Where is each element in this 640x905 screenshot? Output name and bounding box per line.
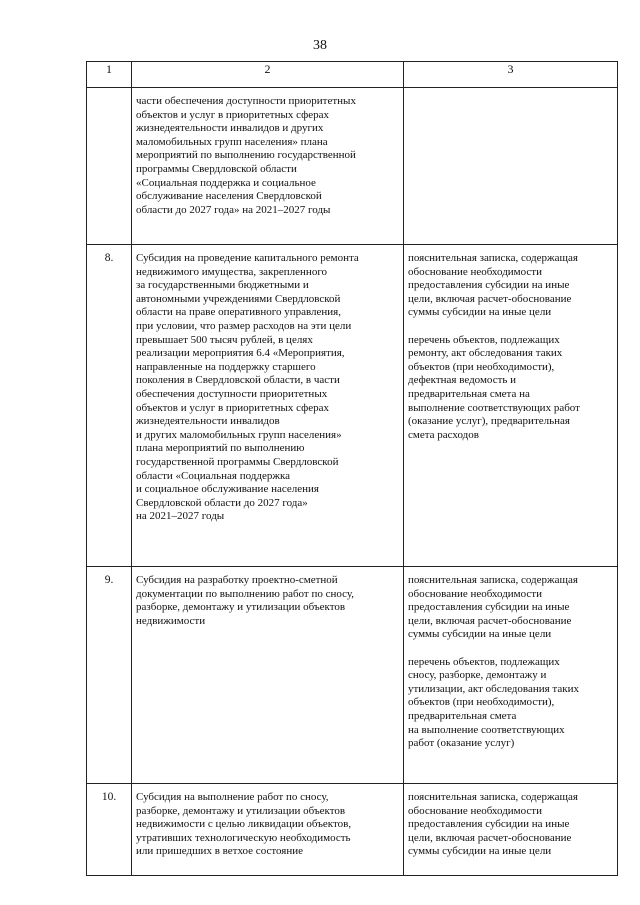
text-line: за государственными бюджетными и bbox=[136, 279, 309, 292]
row-number: 9. bbox=[87, 567, 132, 784]
text-line: объектов (при необходимости), bbox=[408, 360, 555, 373]
row-number bbox=[87, 88, 132, 245]
text-line: при условии, что размер расходов на эти цели bbox=[136, 319, 352, 332]
table-header-row bbox=[87, 62, 618, 88]
text-line: суммы субсидии на иные цели bbox=[408, 845, 552, 858]
text-line: недвижимого имущества, закрепленного bbox=[136, 265, 328, 278]
subsidy-documents-table bbox=[86, 61, 618, 876]
column-header-3: 3 bbox=[404, 62, 618, 88]
documents-cell bbox=[404, 567, 618, 784]
row-number: 8. bbox=[87, 245, 132, 567]
text-line: части обеспечения доступности приоритетных bbox=[136, 95, 356, 107]
table-row-10 bbox=[87, 784, 618, 876]
text-line: области на праве оперативного управления, bbox=[136, 306, 341, 319]
description-cell bbox=[132, 245, 404, 567]
text-line: Свердловской области до 2027 года» bbox=[136, 496, 308, 509]
text-line: (оказание услуг), предварительная bbox=[408, 415, 570, 428]
text-line: и других маломобильных групп населения» bbox=[136, 428, 342, 441]
documents-cell bbox=[404, 245, 618, 567]
text-line: предоставления субсидии на иные bbox=[408, 279, 570, 292]
text-line: утративших технологическую необходимость bbox=[136, 831, 351, 844]
description-cell bbox=[132, 567, 404, 784]
text-line: работ (оказание услуг) bbox=[408, 737, 515, 750]
text-line: цели, включая расчет-обоснование bbox=[408, 831, 572, 844]
text-line: пояснительная записка, содержащая bbox=[408, 252, 578, 264]
text-line: жизнедеятельности инвалидов bbox=[136, 415, 280, 428]
text-line: дефектная ведомость и bbox=[408, 374, 517, 387]
text-line: государственной программы Свердловской bbox=[136, 455, 339, 468]
text-line: жизнедеятельности инвалидов и других bbox=[136, 122, 324, 135]
text-line: документации по выполнению работ по сносу, bbox=[136, 587, 355, 600]
text-line: перечень объектов, подлежащих bbox=[408, 333, 560, 346]
text-line: мероприятий по выполнению государственной bbox=[136, 149, 356, 162]
text-line: объектов и услуг в приоритетных сферах bbox=[136, 401, 330, 414]
text-line: плана мероприятий по выполнению bbox=[136, 442, 305, 455]
text-line: обслуживание населения Свердловской bbox=[136, 190, 322, 203]
text-line: поколения в Свердловской области, в части bbox=[136, 374, 340, 387]
paragraph-gap bbox=[408, 642, 614, 656]
text-line: предоставления субсидии на иные bbox=[408, 601, 570, 614]
text-line: сносу, разборке, демонтажу и bbox=[408, 669, 547, 682]
description-cell bbox=[132, 784, 404, 876]
text-line: разборке, демонтажу и утилизации объектов bbox=[136, 804, 346, 817]
text-line: обоснование необходимости bbox=[408, 587, 542, 600]
text-line: или пришедших в ветхое состояние bbox=[136, 845, 304, 858]
column-header-1: 1 bbox=[87, 62, 132, 88]
row-number: 10. bbox=[87, 784, 132, 876]
text-line: недвижимости с целью ликвидации объектов, bbox=[136, 818, 352, 831]
text-line: обоснование необходимости bbox=[408, 265, 542, 278]
text-line: цели, включая расчет-обоснование bbox=[408, 614, 572, 627]
text-line: автономными учреждениями Свердловской bbox=[136, 292, 341, 305]
text-line: объектов и услуг в приоритетных сферах bbox=[136, 108, 330, 121]
text-line: обеспечения доступности приоритетных bbox=[136, 387, 328, 400]
text-line: Субсидия на проведение капитального ремонта bbox=[136, 252, 359, 264]
text-line: недвижимости bbox=[136, 614, 206, 627]
text-line: предоставления субсидии на иные bbox=[408, 818, 570, 831]
text-line: превышает 500 тысяч рублей, в целях bbox=[136, 333, 313, 346]
table-row-9 bbox=[87, 567, 618, 784]
documents-cell bbox=[404, 88, 618, 245]
text-line: предварительная смета bbox=[408, 709, 517, 722]
table-row-continuation bbox=[87, 88, 618, 245]
paragraph-gap bbox=[408, 320, 614, 334]
table-row-8 bbox=[87, 245, 618, 567]
text-line: разборке, демонтажу и утилизации объектов bbox=[136, 601, 346, 614]
text-line: маломобильных групп населения» плана bbox=[136, 135, 328, 148]
text-line: обоснование необходимости bbox=[408, 804, 542, 817]
text-line: пояснительная записка, содержащая bbox=[408, 574, 578, 586]
text-line: предварительная смета на bbox=[408, 387, 530, 400]
text-line: реализации мероприятия 6.4 «Мероприятия, bbox=[136, 347, 345, 360]
page-number: 38 bbox=[313, 38, 327, 53]
text-line: на 2021–2027 годы bbox=[136, 510, 225, 523]
text-line: объектов (при необходимости), bbox=[408, 696, 555, 709]
column-header-2: 2 bbox=[132, 62, 404, 88]
text-line: на выполнение соответствующих bbox=[408, 723, 565, 736]
text-line: ремонту, акт обследования таких bbox=[408, 347, 563, 360]
text-line: смета расходов bbox=[408, 428, 479, 441]
description-cell bbox=[132, 88, 404, 245]
text-line: цели, включая расчет-обоснование bbox=[408, 292, 572, 305]
text-line: области до 2027 года» на 2021–2027 годы bbox=[136, 203, 331, 216]
text-line: направленные на поддержку старшего bbox=[136, 360, 316, 373]
text-line: пояснительная записка, содержащая bbox=[408, 791, 578, 803]
text-line: перечень объектов, подлежащих bbox=[408, 655, 560, 668]
text-line: программы Свердловской области bbox=[136, 162, 297, 175]
text-line: суммы субсидии на иные цели bbox=[408, 306, 552, 319]
text-line: суммы субсидии на иные цели bbox=[408, 628, 552, 641]
text-line: «Социальная поддержка и социальное bbox=[136, 176, 316, 189]
text-line: и социальное обслуживание населения bbox=[136, 483, 319, 496]
documents-cell bbox=[404, 784, 618, 876]
text-line: выполнение соответствующих работ bbox=[408, 401, 580, 414]
text-line: утилизации, акт обследования таких bbox=[408, 682, 579, 695]
text-line: Субсидия на разработку проектно-сметной bbox=[136, 574, 338, 586]
text-line: области «Социальная поддержка bbox=[136, 469, 290, 482]
text-line: Субсидия на выполнение работ по сносу, bbox=[136, 791, 329, 803]
